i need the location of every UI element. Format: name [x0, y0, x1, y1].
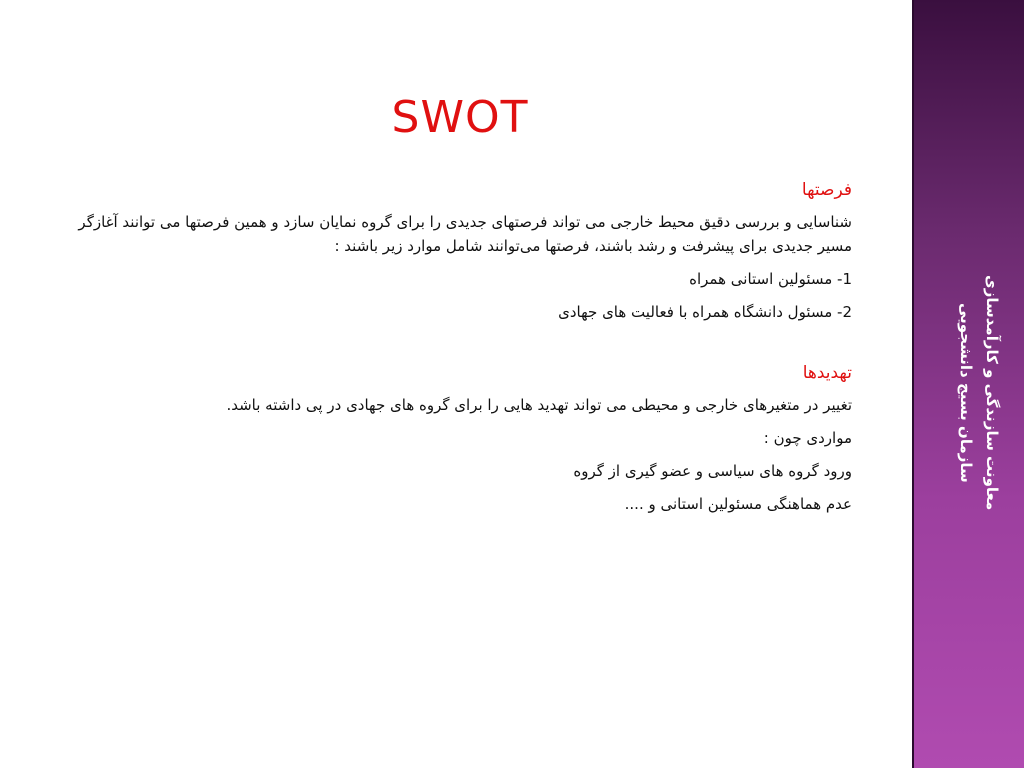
threats-lead: مواردی چون :	[763, 429, 852, 447]
threats-intro: تغییر در متغیرهای خارجی و محیطی می تواند تهدید هایی را برای گروه های جهادی در پی داشته باشد.	[226, 396, 852, 414]
side-panel-edge	[912, 0, 914, 768]
opportunity-item-1: 1- مسئولین استانی همراه	[689, 270, 852, 288]
side-caption-line1: معاونت سازندگی و کارآمدسازی	[983, 275, 1001, 511]
side-panel-caption	[941, 168, 1005, 618]
opportunities-heading: فرصتها	[801, 180, 852, 200]
side-caption-line2: سازمان بسیج دانشجویی	[957, 303, 975, 483]
opportunity-item-2: 2- مسئول دانشگاه همراه با فعالیت های جهادی	[558, 303, 852, 321]
slide-body	[66, 178, 852, 628]
opportunities-intro: شناسایی و بررسی دقیق محیط خارجی می تواند فرصتهای جدیدی را برای گروه نمایان سازد و همین فرصتها می توانند آغازگر مسیر جدیدی برای پیشرفت و رشد باشند، فرصتها می‌توانند شامل موارد زیر باشند :	[78, 213, 852, 255]
slide-title: SWOT	[391, 92, 529, 143]
threat-item-1: ورود گروه های سیاسی و عضو گیری از گروه	[573, 462, 852, 480]
threat-item-2: عدم هماهنگی مسئولین استانی و ....	[624, 495, 852, 513]
section-gap	[66, 333, 852, 361]
threats-heading: تهدیدها	[802, 363, 852, 383]
